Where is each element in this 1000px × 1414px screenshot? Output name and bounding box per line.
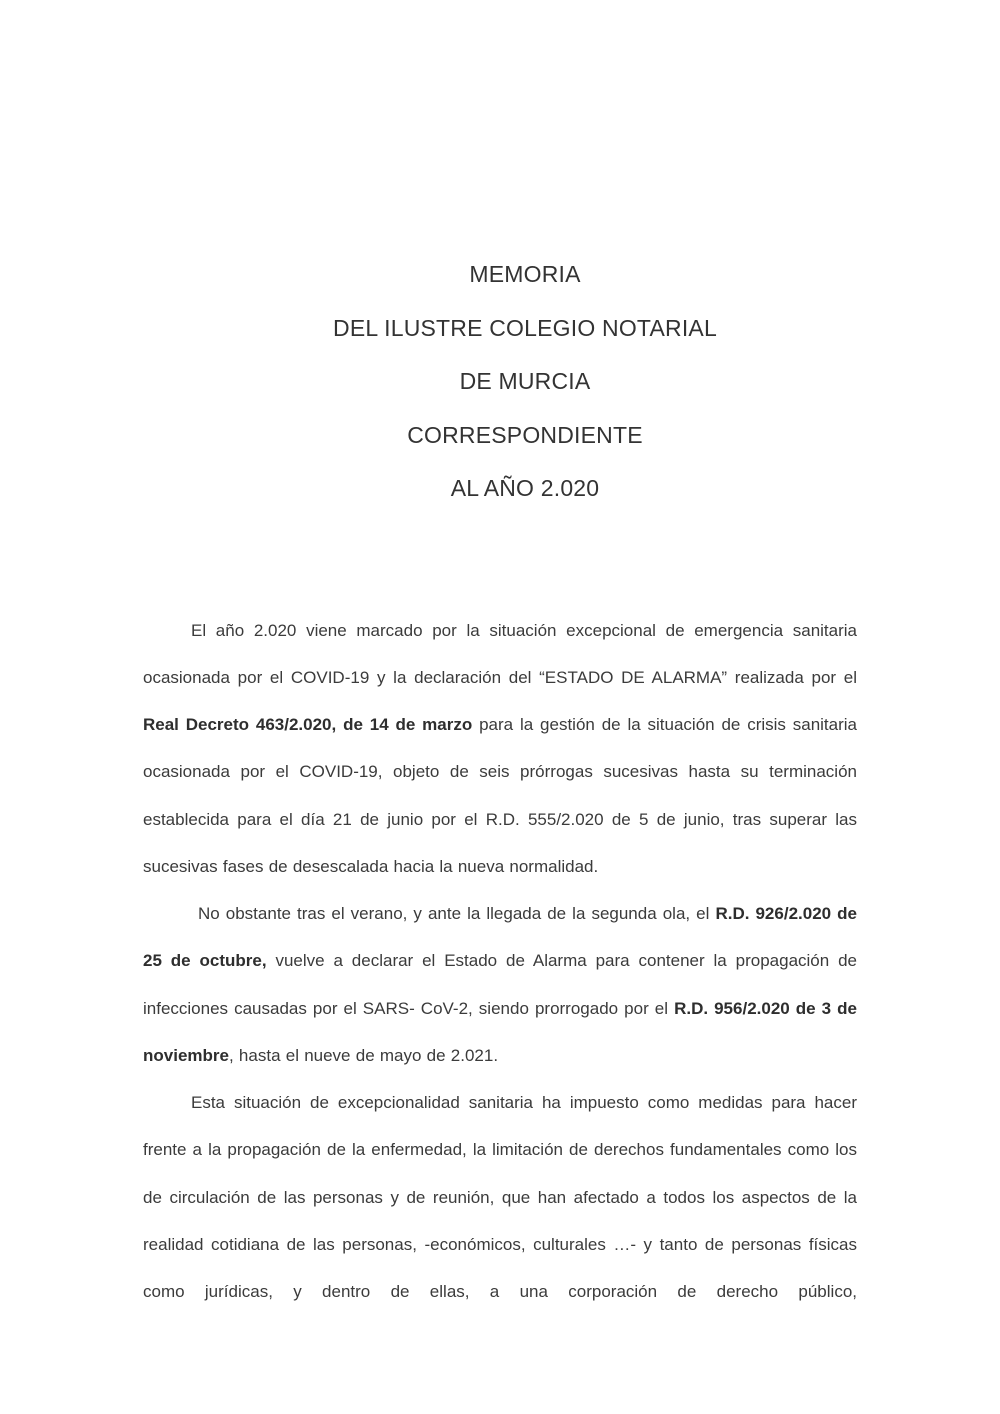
- text-run: El año 2.020 viene marcado por la situación excepcional de emergencia sanitaria ocasionada por el COVID-19 y la declaración del “ESTADO DE ALARMA” realizada por el: [143, 620, 857, 687]
- text-run: , hasta el nueve de mayo de 2.021.: [228, 1045, 499, 1065]
- text-run: No obstante tras el verano, y ante la llegada de la segunda ola, el: [198, 904, 716, 923]
- paragraph-2: [143, 890, 857, 1079]
- text-run-bold: R.D. 926/2.020 de 25 de octubre,: [143, 904, 857, 971]
- paragraph-1: [143, 607, 857, 891]
- title-line-colegio: DEL ILUSTRE COLEGIO NOTARIAL: [333, 314, 717, 341]
- title-line-anio: AL AÑO 2.020: [450, 475, 600, 501]
- text-run: vuelve a declarar el Estado de Alarma para contener la propagación de infecciones causadas por el SARS- CoV-2, siendo prorrogado por el: [143, 951, 857, 1018]
- text-run: para la gestión de la situación de crisis sanitaria ocasionada por el COVID-19, objeto de seis prórrogas sucesivas hasta su terminación establecida para el día 21 de junio por el R.D. 555/2.020 de 5 de junio, tras superar las sucesivas fases de desescalada hacia la nueva normalidad.: [143, 715, 858, 876]
- text-run-bold: R.D. 956/2.020 de 3 de noviembre: [143, 998, 857, 1065]
- title-line-correspondiente: CORRESPONDIENTE: [407, 421, 643, 448]
- document-body: [143, 607, 857, 1316]
- text-run: Esta situación de excepcionalidad sanitaria ha impuesto como medidas para hacer frente a la propagación de la enfermedad, la limitación de derechos fundamentales como los de circulación de las personas y de reunión, que han afectado a todos los aspectos de la realidad cotidiana de las personas, -económicos, culturales …- y tanto de personas físicas como jurídicas, y dentro de ellas, a una corporación de derecho público,: [143, 1093, 857, 1301]
- paragraph-3: [143, 1079, 857, 1315]
- title-line-murcia: DE MURCIA: [459, 368, 591, 394]
- title-line-memoria: MEMORIA: [469, 261, 581, 287]
- text-run-bold: Real Decreto 463/2.020, de 14 de marzo: [143, 715, 473, 734]
- document-title: [193, 248, 857, 516]
